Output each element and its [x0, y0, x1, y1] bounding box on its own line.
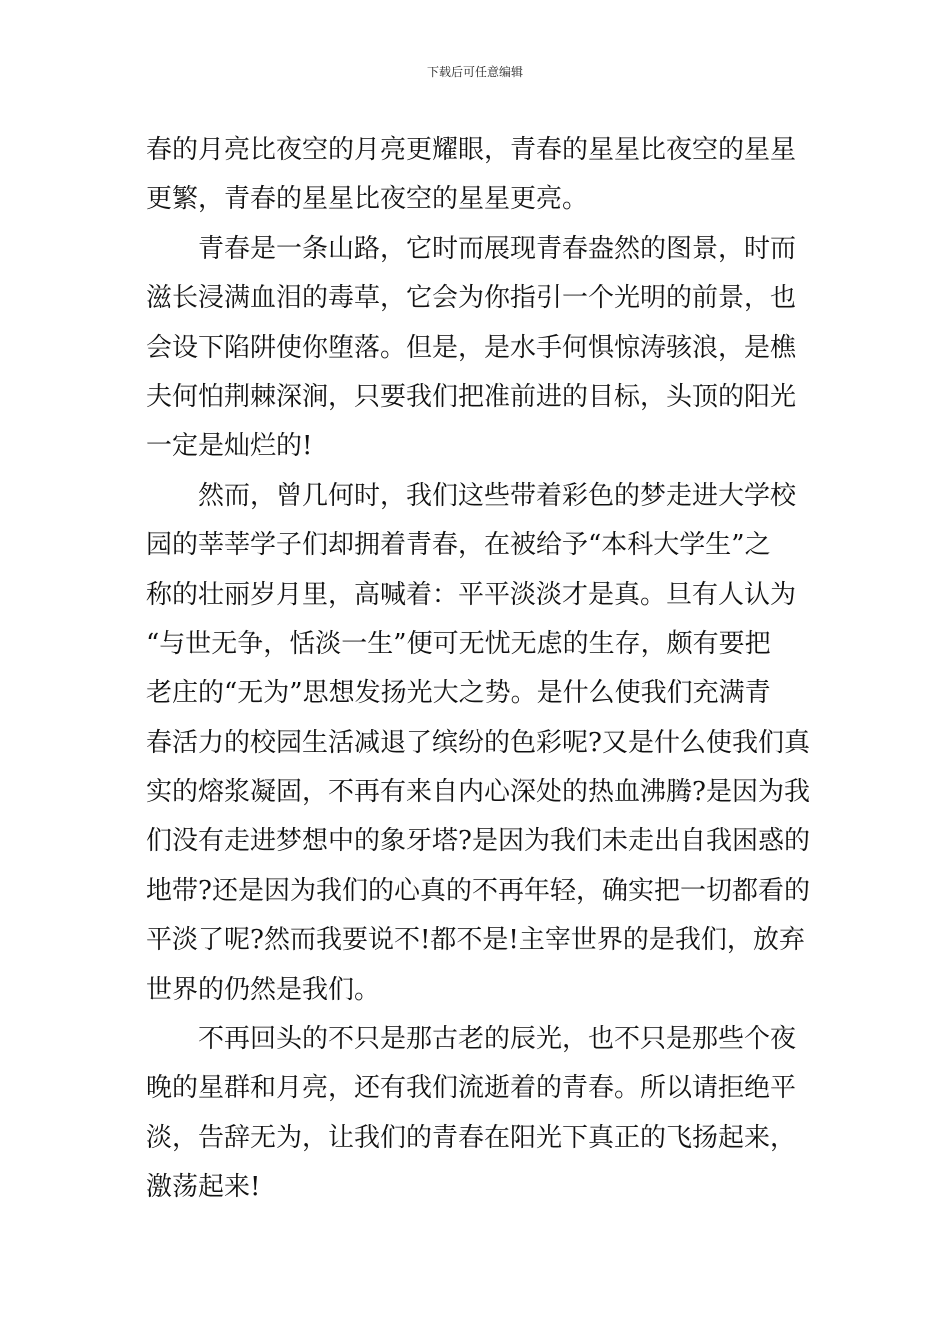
text-line: 青春是一条山路，它时而展现青春盎然的图景，时而	[198, 233, 797, 264]
paragraph-3	[146, 472, 810, 1015]
text-line: 不再回头的不只是那古老的辰光，也不只是那些个夜	[198, 1024, 797, 1055]
paragraph-2	[146, 225, 806, 472]
text-line: 春的月亮比夜空的月亮更耀眼，青春的星星比夜空的星星	[146, 135, 797, 165]
text-line: 淡，告辞无为，让我们的青春在阳光下真正的飞扬起来，	[146, 1122, 797, 1153]
text-line: 称的壮丽岁月里，高喊着：平平淡淡才是真。旦有人认为	[146, 579, 797, 610]
text-line: 激荡起来!	[146, 1172, 261, 1203]
text-line: 世界的仍然是我们。	[146, 974, 381, 1005]
text-line: 老庄的“无为”思想发扬光大之势。是什么使我们充满青	[146, 678, 771, 709]
text-line: 会设下陷阱使你堕落。但是，是水手何惧惊涛骇浪，是樵	[146, 332, 797, 363]
text-line: 们没有走进梦想中的象牙塔?是因为我们未走出自我困惑的	[146, 826, 810, 857]
page-header: 下载后可任意编辑	[426, 65, 523, 79]
text-line: “与世无争，恬淡一生”便可无忧无虑的生存，颇有要把	[146, 628, 771, 659]
paragraph-1	[146, 126, 806, 225]
text-line: 晚的星群和月亮，还有我们流逝着的青春。所以请拒绝平	[146, 1073, 797, 1104]
text-line: 然而，曾几何时，我们这些带着彩色的梦走进大学校	[198, 480, 797, 511]
paragraph-4	[146, 1015, 806, 1213]
text-line: 一定是灿烂的!	[146, 431, 313, 462]
text-line: 滋长浸满血泪的毒草，它会为你指引一个光明的前景，也	[146, 283, 797, 314]
document-body	[146, 126, 810, 1213]
text-line: 地带?还是因为我们的心真的不再年轻，确实把一切都看的	[146, 875, 810, 906]
text-line: 更繁，青春的星星比夜空的星星更亮。	[146, 184, 589, 215]
text-line: 平淡了呢?然而我要说不!都不是!主宰世界的是我们，放弃	[146, 925, 805, 956]
text-line: 园的莘莘学子们却拥着青春，在被给予“本科大学生”之	[146, 530, 771, 561]
text-line: 夫何怕荆棘深涧，只要我们把准前进的目标，头顶的阳光	[146, 381, 797, 412]
text-line: 实的熔浆凝固，不再有来自内心深处的热血沸腾?是因为我	[146, 777, 810, 808]
text-line: 春活力的校园生活减退了缤纷的色彩呢?又是什么使我们真	[146, 727, 810, 758]
